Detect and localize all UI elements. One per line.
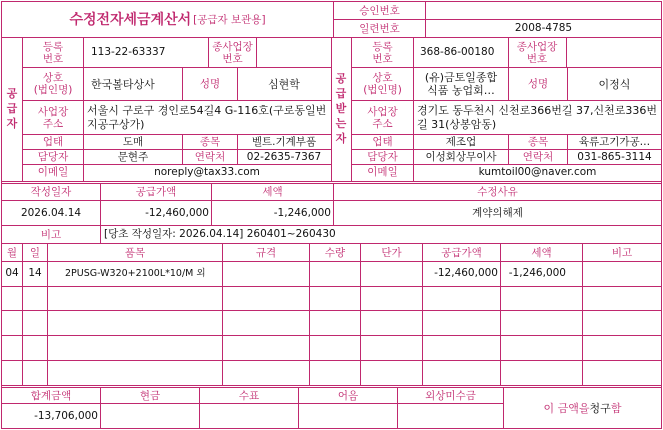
grid-vline bbox=[567, 67, 568, 100]
tax-value: -1,246,000 bbox=[273, 206, 331, 219]
date-label: 작성일자 bbox=[30, 185, 72, 198]
grid-hline bbox=[22, 149, 331, 150]
supplier-branch-value bbox=[257, 38, 330, 67]
buyer-item-value: 육류고기가공… bbox=[578, 135, 651, 148]
grid-vline bbox=[508, 37, 509, 67]
supplier-biz-value: 도매 bbox=[122, 135, 144, 148]
grid-hline bbox=[2, 310, 661, 311]
grid-vline bbox=[508, 134, 509, 164]
grid-hline bbox=[2, 403, 503, 404]
grid-vline bbox=[298, 387, 299, 428]
approval-number-label: 승인번호 bbox=[359, 4, 400, 17]
buyer-manager-label: 담당자 bbox=[367, 151, 398, 163]
item-spec bbox=[223, 262, 309, 285]
serial-number-value: 2008-4785 bbox=[514, 22, 573, 34]
grid-hline bbox=[22, 134, 331, 135]
grid-hline bbox=[351, 164, 661, 165]
grid-vline bbox=[567, 134, 568, 164]
totals-header-total: 합계금액 bbox=[30, 389, 72, 402]
buyer-email-value: kumtoil00@naver.com bbox=[478, 165, 597, 178]
totals-note-value bbox=[299, 404, 397, 428]
supplier-name-value: 한국볼타상사 bbox=[91, 77, 155, 91]
buyer-name-value: (유)금토일종합 식품 농업회… bbox=[424, 71, 498, 97]
buyer-biz-value: 제조업 bbox=[445, 135, 477, 148]
grid-vline bbox=[100, 387, 101, 428]
grid-vline bbox=[83, 100, 84, 181]
grid-vline bbox=[351, 37, 352, 181]
grid-vline bbox=[425, 2, 426, 37]
reason-label: 수정사유 bbox=[477, 185, 518, 198]
totals-header-check: 수표 bbox=[238, 389, 260, 402]
item-note bbox=[583, 262, 661, 285]
supplier-item-label: 종목 bbox=[199, 136, 221, 148]
grid-vline bbox=[237, 134, 238, 164]
supplier-addr-label: 사업장 주소 bbox=[37, 105, 69, 130]
totals-header-credit: 외상미수금 bbox=[425, 389, 476, 402]
supplier-branch-label: 종사업장 번호 bbox=[212, 40, 253, 65]
buyer-branch-label: 종사업장 번호 bbox=[516, 40, 558, 65]
grid-hline bbox=[2, 181, 661, 182]
totals-check-value bbox=[200, 404, 298, 428]
grid-hline bbox=[2, 261, 661, 262]
grid-vline bbox=[222, 243, 223, 385]
buyer-addr-label: 사업장 주소 bbox=[367, 105, 398, 130]
serial-number-label: 일련번호 bbox=[359, 22, 400, 35]
grid-vline bbox=[309, 243, 310, 385]
supplier-item-value: 벨트.기계부품 bbox=[251, 135, 317, 148]
items-header-product: 품목 bbox=[124, 246, 146, 259]
items-header-day: 일 bbox=[29, 246, 41, 259]
grid-vline bbox=[422, 243, 423, 385]
buyer-branch-value bbox=[567, 38, 661, 67]
supplier-rep-label: 성명 bbox=[199, 78, 221, 90]
totals-credit-value bbox=[398, 404, 503, 428]
grid-hline bbox=[2, 335, 661, 336]
supplier-section-label: 공 급 자 bbox=[6, 87, 18, 130]
item-day: 14 bbox=[28, 267, 42, 279]
grid-hline bbox=[22, 164, 331, 165]
grid-vline bbox=[256, 37, 257, 67]
supplier-manager-label: 담당자 bbox=[37, 151, 69, 163]
grid-hline bbox=[2, 360, 661, 361]
supplier-phone-value: 02-2635-7367 bbox=[246, 150, 322, 163]
grid-vline bbox=[503, 387, 504, 428]
supply-amount-label: 공급가액 bbox=[135, 185, 177, 198]
supplier-addr-value: 서울시 구로구 경인로54길4 G-116호(구로동일번지공구상가) bbox=[87, 103, 327, 131]
supplier-email-label: 이메일 bbox=[37, 166, 69, 178]
buyer-reg-label: 등록 번호 bbox=[372, 40, 393, 65]
supplier-rep-value: 심현학 bbox=[268, 77, 300, 91]
grid-vline bbox=[208, 37, 209, 67]
note-label: 비고 bbox=[40, 228, 62, 241]
reason-value: 계약의해제 bbox=[472, 206, 523, 219]
grid-vline bbox=[182, 134, 183, 164]
grid-hline bbox=[351, 100, 661, 101]
supplier-phone-label: 연락처 bbox=[194, 151, 226, 163]
grid-hline bbox=[351, 134, 661, 135]
invoice-title: 수정전자세금계산서 [공급자 보관용] bbox=[69, 12, 266, 28]
grid-vline bbox=[211, 183, 212, 225]
note-value: [당초 작성일자: 2026.04.14] 260401~260430 bbox=[104, 228, 336, 240]
supplier-manager-value: 문현주 bbox=[117, 150, 149, 163]
grid-vline bbox=[47, 243, 48, 385]
buyer-rep-label: 성명 bbox=[527, 78, 549, 90]
items-header-supply: 공급가액 bbox=[441, 246, 482, 259]
totals-cash-value bbox=[101, 404, 199, 428]
grid-vline bbox=[500, 243, 501, 385]
supplier-name-label: 상호 (법인명) bbox=[33, 72, 73, 96]
totals-total-value: -13,706,000 bbox=[34, 409, 98, 422]
items-header-tax: 세액 bbox=[531, 246, 552, 259]
buyer-phone-value: 031-865-3114 bbox=[577, 150, 652, 163]
grid-vline bbox=[508, 67, 509, 100]
grid-vline bbox=[397, 387, 398, 428]
supplier-reg-value: 113-22-63337 bbox=[91, 46, 166, 58]
grid-vline bbox=[360, 243, 361, 385]
grid-vline bbox=[199, 387, 200, 428]
grid-vline bbox=[566, 37, 567, 67]
grid-hline bbox=[2, 243, 661, 244]
buyer-email-label: 이메일 bbox=[367, 166, 398, 178]
buyer-phone-label: 연락처 bbox=[522, 151, 554, 163]
item-product: 2PUSG-W320+2100L*10/M 외 bbox=[65, 268, 206, 279]
grid-vline bbox=[182, 67, 183, 100]
buyer-reg-value: 368-86-00180 bbox=[420, 46, 495, 58]
items-header-month: 월 bbox=[6, 246, 18, 259]
supply-amount-value: -12,460,000 bbox=[145, 206, 209, 219]
supplier-biz-label: 업태 bbox=[42, 136, 64, 148]
grid-hline bbox=[2, 286, 661, 287]
grid-vline bbox=[100, 183, 101, 243]
grid-hline bbox=[351, 67, 661, 68]
buyer-section-label: 공 급 받 는 자 bbox=[335, 72, 347, 145]
buyer-biz-label: 업태 bbox=[372, 136, 393, 148]
grid-hline bbox=[2, 385, 661, 386]
grid-vline bbox=[331, 37, 332, 181]
grid-hline bbox=[22, 67, 331, 68]
item-unitprice bbox=[361, 262, 422, 285]
item-qty bbox=[310, 262, 360, 285]
grid-hline bbox=[334, 19, 661, 20]
totals-header-cash: 현금 bbox=[139, 389, 161, 402]
grid-vline bbox=[22, 37, 23, 181]
grid-vline bbox=[237, 67, 238, 100]
items-header-note: 비고 bbox=[611, 246, 633, 259]
grid-vline bbox=[582, 243, 583, 385]
item-supply: -12,460,000 bbox=[434, 267, 498, 279]
grid-hline bbox=[351, 149, 661, 150]
buyer-name-label: 상호 (법인명) bbox=[363, 72, 402, 96]
grid-vline bbox=[333, 183, 334, 225]
item-tax: -1,246,000 bbox=[508, 267, 566, 279]
grid-vline bbox=[22, 243, 23, 385]
tax-label: 세액 bbox=[262, 185, 283, 198]
buyer-rep-value: 이정식 bbox=[598, 77, 631, 91]
buyer-item-label: 종목 bbox=[527, 136, 549, 148]
grid-vline bbox=[83, 37, 84, 100]
buyer-addr-value: 경기도 동두천시 신천로366번길 37,신천로336번길 31(상봉암동) bbox=[417, 103, 657, 131]
supplier-email-value: noreply@tax33.com bbox=[154, 165, 260, 178]
item-month: 04 bbox=[5, 267, 19, 279]
items-header-unitprice: 단가 bbox=[381, 246, 402, 259]
grid-vline bbox=[413, 37, 414, 181]
claim-statement: 이 금액을 청구 함 bbox=[543, 401, 622, 415]
buyer-manager-value: 이성회상무이사 bbox=[425, 150, 497, 163]
supplier-reg-label: 등록 번호 bbox=[42, 40, 64, 65]
items-header-spec: 규격 bbox=[255, 246, 277, 259]
approval-number-value bbox=[426, 2, 661, 19]
grid-hline bbox=[22, 100, 331, 101]
grid-vline bbox=[333, 2, 334, 37]
date-value: 2026.04.14 bbox=[20, 206, 82, 219]
totals-header-note: 어음 bbox=[337, 389, 359, 402]
items-header-qty: 수량 bbox=[324, 246, 346, 259]
